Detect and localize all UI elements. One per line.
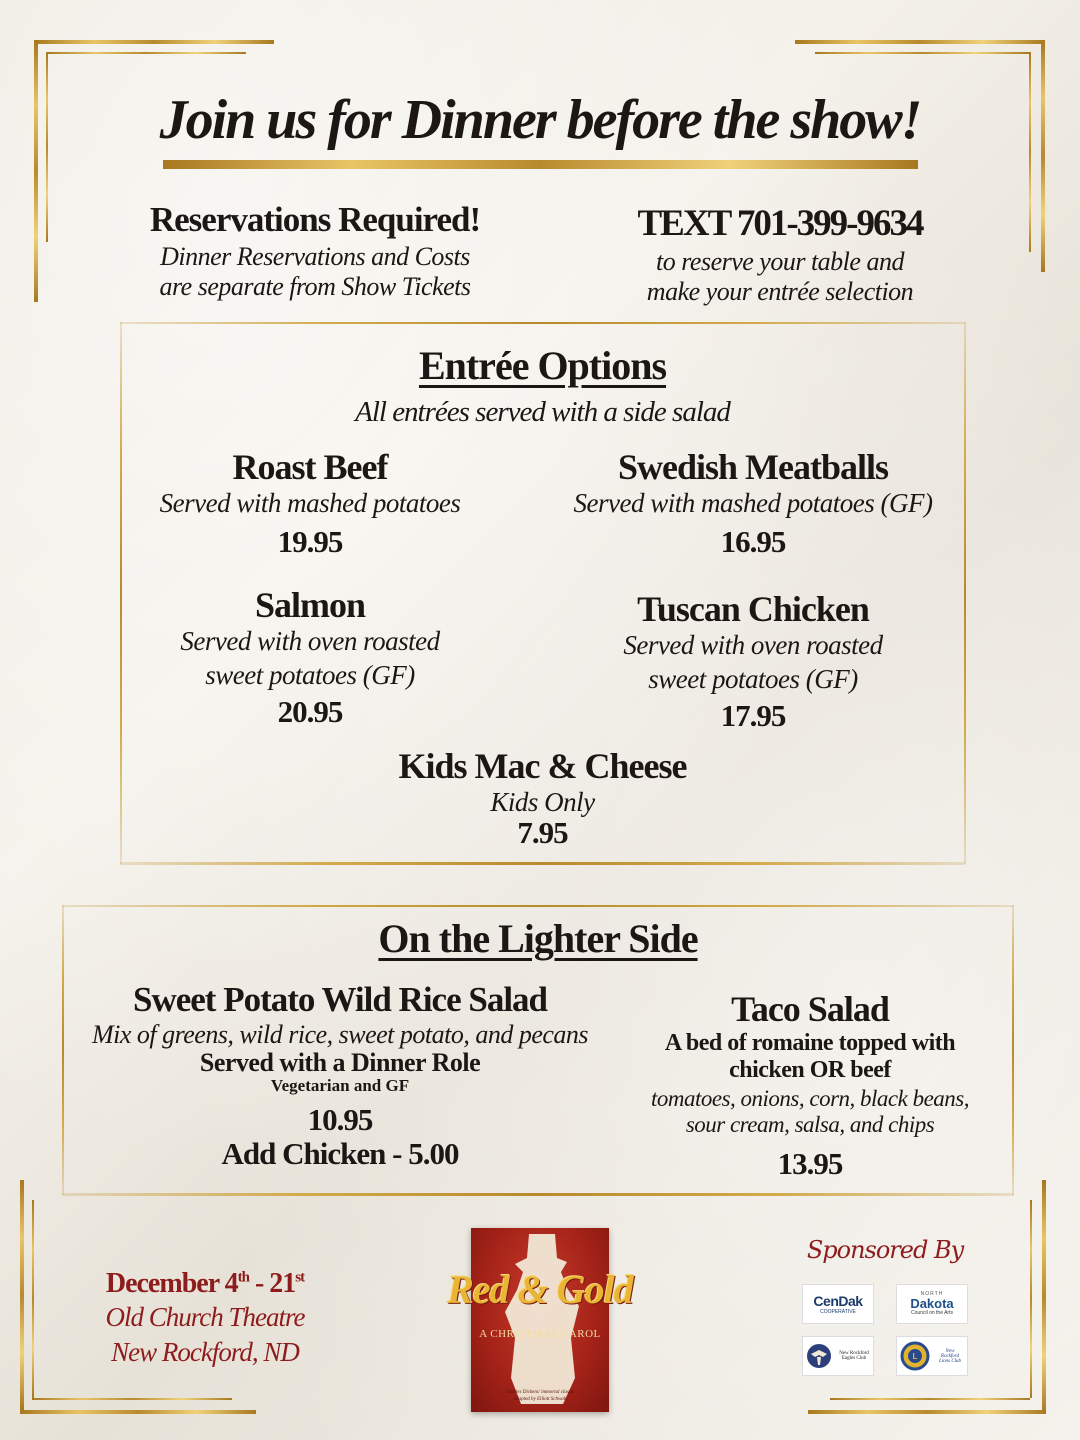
- page-title: Join us for Dinner before the show!: [159, 89, 921, 151]
- show-dates-sup1: th: [237, 1269, 249, 1286]
- sponsor-logo-nd-arts: [896, 1284, 968, 1324]
- lighter-heading: On the Lighter Side: [378, 916, 698, 961]
- eagles-name: New Rockford Eagles Club: [839, 1351, 869, 1361]
- entree-price: 7.95: [517, 815, 568, 850]
- entree-box-top: [120, 322, 965, 324]
- entree-desc: Served with oven roasted: [623, 630, 883, 660]
- entree-item-swedish-meatballs: [553, 446, 953, 560]
- sponsor-logo-eagles: [802, 1336, 874, 1376]
- frame-top-right-v2: [1029, 52, 1031, 252]
- show-dates: [70, 1268, 340, 1300]
- scrooge-silhouette-icon: [471, 1228, 609, 1412]
- frame-bottom-left-h: [20, 1410, 256, 1414]
- entree-name: Kids Mac & Cheese: [398, 746, 687, 786]
- cendak-name: CenDak: [813, 1292, 863, 1309]
- frame-top-right-h2: [815, 52, 1029, 54]
- frame-top-left-h2: [46, 52, 246, 54]
- text-contact-heading: TEXT 701-399-9634: [637, 203, 923, 244]
- lighter-box-top: [62, 905, 1014, 907]
- entree-price: 17.95: [720, 698, 786, 733]
- svg-text:L: L: [912, 1352, 918, 1361]
- eagle-emblem-icon: [806, 1341, 832, 1371]
- text-contact-line2: make your entrée selection: [646, 277, 914, 306]
- frame-top-left-v2: [46, 52, 48, 242]
- entree-desc: Served with mashed potatoes: [159, 488, 461, 518]
- frame-top-right-h: [795, 40, 1045, 44]
- nd-arts-name: Dakota: [910, 1296, 954, 1311]
- text-contact-line1: to reserve your table and: [656, 247, 904, 276]
- salad-desc1: tomatoes, onions, corn, black beans,: [650, 1086, 969, 1111]
- salad-desc2: sour cream, salsa, and chips: [685, 1112, 935, 1137]
- salad-name: Taco Salad: [731, 989, 889, 1029]
- entree-name: Roast Beef: [232, 447, 388, 487]
- salad-name: Sweet Potato Wild Rice Salad: [132, 980, 548, 1019]
- entree-desc: Served with mashed potatoes (GF): [573, 488, 933, 518]
- entree-desc: Kids Only: [490, 787, 595, 817]
- salad-note: Vegetarian and GF: [270, 1076, 410, 1095]
- entree-heading: Entrée Options: [418, 343, 667, 388]
- show-info: [70, 1268, 340, 1368]
- lighter-box-bottom: [62, 1193, 1014, 1196]
- salad-line2: chicken OR beef: [729, 1057, 891, 1083]
- entree-subheading: All entrées served with a side salad: [355, 396, 730, 428]
- frame-bottom-right-h2: [830, 1398, 1030, 1400]
- poster-credit2: adapted by Elliott Schwab: [513, 1397, 567, 1402]
- entree-desc: Served with oven roasted: [180, 626, 440, 656]
- entree-item-kids-mac: [320, 745, 765, 851]
- poster-credit1: Charles Dickens' immortal classic: [505, 1390, 575, 1395]
- show-venue: Old Church Theatre: [105, 1302, 305, 1332]
- reservations-line2: are separate from Show Tickets: [159, 272, 471, 301]
- salad-line1: A bed of romaine topped with: [664, 1030, 956, 1056]
- reservations-line1: Dinner Reservations and Costs: [160, 242, 470, 271]
- frame-bottom-left-v2: [32, 1200, 34, 1398]
- show-city: New Rockford, ND: [111, 1337, 299, 1367]
- entree-item-roast-beef: [130, 446, 490, 560]
- frame-bottom-left-h2: [32, 1398, 232, 1400]
- lions-emblem-icon: [900, 1341, 930, 1371]
- entree-name: Swedish Meatballs: [617, 447, 889, 487]
- entree-price: 20.95: [277, 694, 343, 729]
- salad-price: 13.95: [777, 1146, 843, 1181]
- reservations-block: [120, 200, 510, 302]
- show-dates-mid: - 21: [248, 1268, 296, 1299]
- salad-sweet-potato: [80, 980, 600, 1172]
- entree-name: Salmon: [254, 585, 366, 625]
- text-contact-block: [600, 202, 960, 307]
- entree-item-salmon: [130, 584, 490, 730]
- show-dates-prefix: December 4: [105, 1268, 238, 1299]
- nd-arts-top: NORTH: [920, 1291, 944, 1297]
- sponsors-label: Sponsored By: [806, 1236, 964, 1264]
- salad-addon: Add Chicken - 5.00: [221, 1136, 459, 1171]
- entree-desc-2: sweet potatoes (GF): [648, 664, 858, 694]
- lions-name: New Rockford Lions Club: [938, 1348, 962, 1364]
- entree-name: Tuscan Chicken: [637, 589, 869, 629]
- salad-served: Served with a Dinner Role: [199, 1048, 481, 1077]
- frame-top-right-v: [1041, 40, 1045, 272]
- entree-price: 16.95: [720, 524, 786, 559]
- entree-price: 19.95: [277, 524, 343, 559]
- poster-title: Red & Gold: [447, 1267, 633, 1312]
- show-dates-sup2: st: [295, 1269, 305, 1286]
- salad-desc: Mix of greens, wild rice, sweet potato, and pecans: [91, 1020, 589, 1049]
- frame-bottom-right-v2: [1030, 1200, 1032, 1398]
- entree-desc-2: sweet potatoes (GF): [205, 660, 415, 690]
- reservations-heading: Reservations Required!: [149, 200, 481, 239]
- poster-subtitle: A CHRISTMAS CAROL: [479, 1328, 601, 1340]
- entree-item-tuscan-chicken: [553, 588, 953, 734]
- frame-top-left-v: [34, 40, 38, 302]
- title-underline: [163, 160, 918, 169]
- show-poster: [447, 1228, 633, 1412]
- nd-arts-sub: Council on the Arts: [911, 1310, 953, 1316]
- salad-price: 10.95: [307, 1102, 373, 1137]
- sponsor-logo-lions: [896, 1336, 968, 1376]
- sponsor-logo-cendak: [802, 1284, 874, 1324]
- frame-top-left-h: [34, 40, 274, 44]
- frame-bottom-left-v: [20, 1180, 24, 1410]
- entree-box-bottom: [120, 862, 965, 865]
- salad-taco: [630, 988, 990, 1182]
- frame-bottom-right-h: [808, 1410, 1046, 1414]
- frame-bottom-right-v: [1042, 1180, 1046, 1414]
- cendak-sub: COOPERATIVE: [820, 1308, 856, 1315]
